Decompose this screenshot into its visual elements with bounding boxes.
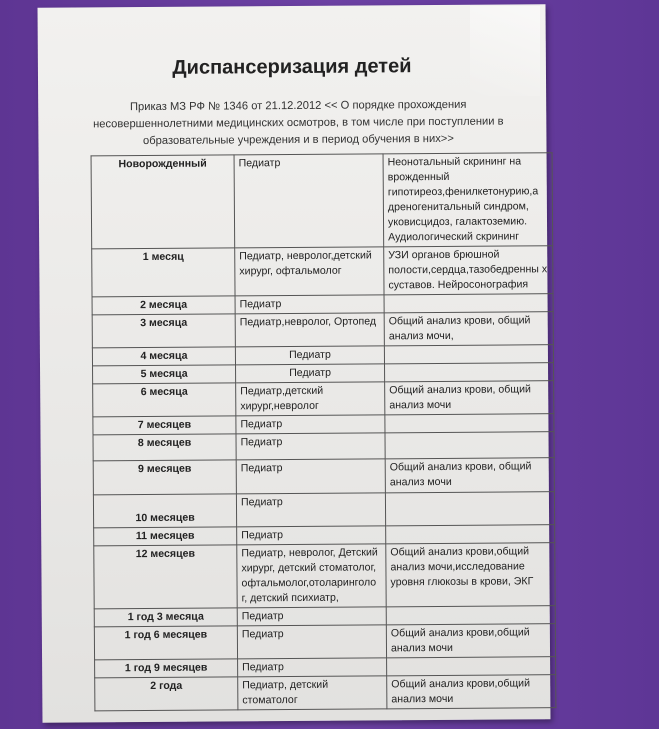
specialist-cell: Педиатр [237,625,386,659]
table-row [93,492,554,528]
table-row [92,246,553,297]
specialist-cell: Педиатр [234,154,384,248]
age-cell: 11 месяцев [94,527,237,546]
table-row [92,312,553,348]
exam-cell: Общий анализ крови, общий анализ мочи [385,381,554,415]
exam-cell [385,363,554,382]
table-row [93,432,554,461]
exam-cell [387,657,556,676]
age-cell: 4 месяца [92,347,235,366]
exam-cell: УЗИ органов брюшной полости,сердца,тазобедренны х суставов. Нейросонография [384,246,553,295]
specialist-cell: Педиатр, детский стоматолог [238,676,387,710]
exam-cell: Общий анализ крови,общий анализ мочи,исследование уровня глюкозы в крови, ЭКГ [386,543,555,607]
specialist-cell: Педиатр [235,346,384,365]
document-subtitle: Приказ МЗ РФ № 1346 от 21.12.2012 << О порядке прохождения несовершеннолетними медицинских осмотров, в том числе при поступлении в образовательные учреждения и в период обучения в них>> [93,98,504,148]
exam-cell [385,432,554,459]
paper-sheet [38,4,551,723]
table-row [94,624,555,660]
age-cell: 8 месяцев [93,434,236,461]
specialist-cell: Педиатр, невролог, Детский хирург, детский стоматолог, офтальмолог,отоларинголо г, детский психиатр, [237,544,386,608]
age-cell: 5 месяца [93,365,236,384]
specialist-cell: Педиатр,детский хирург,невролог [236,382,385,416]
specialist-cell: Педиатр [235,295,384,314]
exam-cell: Общий анализ крови,общий анализ мочи [386,624,555,658]
specialist-cell: Педиатр [236,364,385,383]
specialist-cell: Педиатр,невролог, Ортопед [235,313,384,347]
examination-table [91,152,557,711]
exam-cell [384,345,553,364]
specialist-cell: Педиатр [237,526,386,545]
age-cell: Новорожденный [91,155,235,249]
specialist-cell: Педиатр [236,433,385,460]
age-cell: 1 год 9 месяцев [95,659,238,678]
paper-glare [470,6,540,96]
exam-cell [384,294,553,313]
age-cell: 1 месяц [92,248,235,297]
exam-cell: Общий анализ крови, общий анализ мочи, [384,312,553,346]
age-cell: 2 месяца [92,296,235,315]
exam-cell: Общий анализ крови,общий анализ мочи [387,675,556,709]
age-cell: 6 месяца [93,383,236,417]
table-row [91,153,553,249]
age-cell: 7 месяцев [93,416,236,435]
specialist-cell: Педиатр [236,493,385,527]
age-cell: 12 месяцев [94,545,237,609]
age-cell: 2 года [95,677,238,711]
exam-cell: Неонотальный скрининг на врожденный гипотиреоз,фенилкетонурию,а дреногенитальный синдром, уковисцидоз, галактоземию. Аудиологический скрининг [383,153,553,247]
specialist-cell: Педиатр [236,415,385,434]
age-cell: 3 месяца [92,314,235,348]
exam-cell [386,606,555,625]
exam-cell: Общий анализ крови, общий анализ мочи [385,458,554,493]
table-row [94,543,555,609]
age-cell: 1 год 3 месяца [94,608,237,627]
table-row [93,381,554,417]
specialist-cell: Педиатр [236,459,385,494]
age-cell: 1 год 6 месяцев [94,626,237,660]
page-title: Диспансеризация детей [172,55,412,79]
specialist-cell: Педиатр [237,607,386,626]
table-row [95,675,556,711]
specialist-cell: Педиатр, невролог,детский хирург, офтальмолог [235,247,384,296]
age-cell: 10 месяцев [93,494,236,528]
table-row [93,458,554,495]
exam-cell [385,414,554,433]
specialist-cell: Педиатр [238,658,387,677]
exam-cell [385,492,554,526]
exam-cell [386,525,555,544]
age-cell: 9 месяцев [93,460,236,495]
